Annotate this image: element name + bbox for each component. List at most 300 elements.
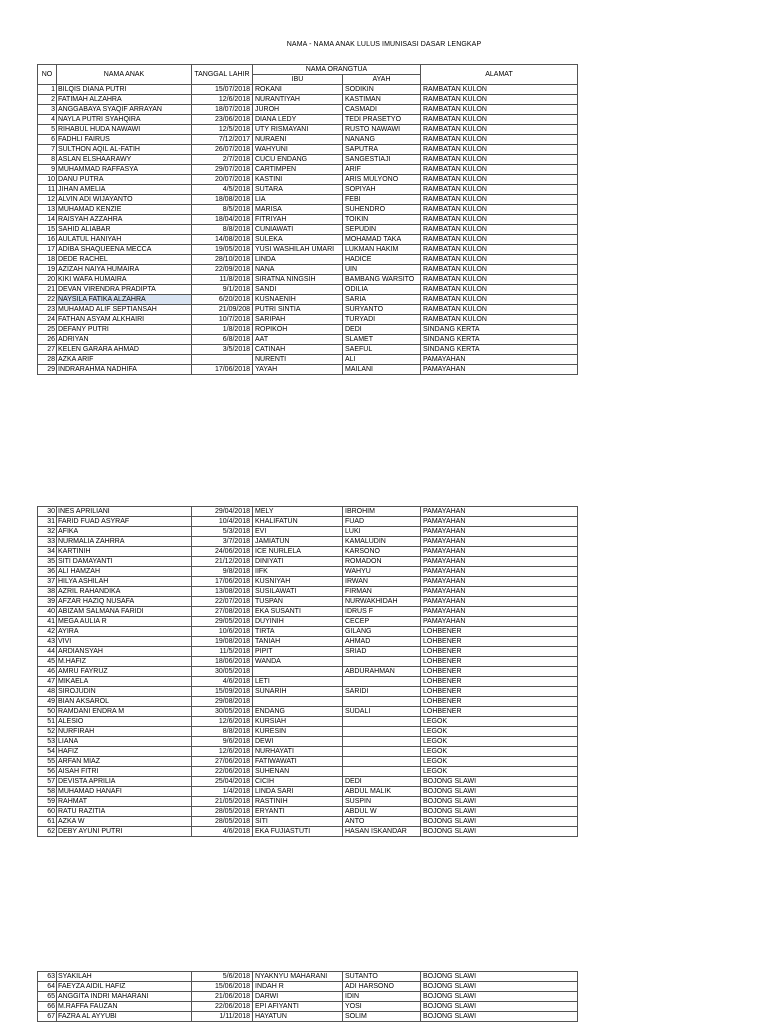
father-name-cell [343, 737, 421, 747]
father-name-cell [343, 767, 421, 777]
header-tanggal-lahir: TANGGAL LAHIR [192, 65, 253, 85]
birth-date-cell: 19/08/2018 [192, 637, 253, 647]
child-name-cell: LIANA [57, 737, 192, 747]
birth-date-cell: 15/09/2018 [192, 687, 253, 697]
father-name-cell [343, 697, 421, 707]
mother-name-cell: JAMIATUN [253, 537, 343, 547]
father-name-cell: CASMADI [343, 105, 421, 115]
birth-date-cell: 8/8/2018 [192, 727, 253, 737]
table-row [38, 275, 578, 285]
header-alamat: ALAMAT [421, 65, 578, 85]
birth-date-cell: 13/08/2018 [192, 587, 253, 597]
father-name-cell [343, 757, 421, 767]
father-name-cell [343, 677, 421, 687]
child-name-cell: AZKA ARIF [57, 355, 192, 365]
father-name-cell: HADICE [343, 255, 421, 265]
mother-name-cell: NURHAYATI [253, 747, 343, 757]
birth-date-cell: 1/8/2018 [192, 325, 253, 335]
row-number-cell: 23 [38, 305, 57, 315]
table-row [38, 972, 578, 982]
header-no: NO [38, 65, 57, 85]
mother-name-cell: FATIWAWATI [253, 757, 343, 767]
birth-date-cell: 9/8/2018 [192, 567, 253, 577]
child-name-cell: FADHLI FAIRUS [57, 135, 192, 145]
birth-date-cell: 22/09/2018 [192, 265, 253, 275]
mother-name-cell: EVI [253, 527, 343, 537]
birth-date-cell: 30/05/2018 [192, 707, 253, 717]
address-cell: PAMAYAHAN [421, 527, 578, 537]
address-cell: LEGOK [421, 767, 578, 777]
child-name-cell: FAEYZA AIDIL HAFIZ [57, 982, 192, 992]
birth-date-cell: 11/8/2018 [192, 275, 253, 285]
father-name-cell: SURYANTO [343, 305, 421, 315]
mother-name-cell: INDAH R [253, 982, 343, 992]
birth-date-cell: 12/6/2018 [192, 747, 253, 757]
address-cell: RAMBATAN KULON [421, 275, 578, 285]
mother-name-cell: SULEKA [253, 235, 343, 245]
table-row [38, 95, 578, 105]
father-name-cell: SUHENDRO [343, 205, 421, 215]
father-name-cell: KARSONO [343, 547, 421, 557]
birth-date-cell: 14/08/2018 [192, 235, 253, 245]
birth-date-cell: 28/05/2018 [192, 807, 253, 817]
address-cell: LEGOK [421, 747, 578, 757]
address-cell: RAMBATAN KULON [421, 315, 578, 325]
birth-date-cell: 30/05/2018 [192, 667, 253, 677]
row-number-cell: 8 [38, 155, 57, 165]
row-number-cell: 4 [38, 115, 57, 125]
address-cell: RAMBATAN KULON [421, 215, 578, 225]
child-name-cell: AMRU FAYRUZ [57, 667, 192, 677]
address-cell: PAMAYAHAN [421, 587, 578, 597]
child-name-cell: HILYA ASHILAH [57, 577, 192, 587]
table-row [38, 717, 578, 727]
mother-name-cell: SIRATNA NINGSIH [253, 275, 343, 285]
address-cell: BOJONG SLAWI [421, 1012, 578, 1022]
birth-date-cell: 5/6/2018 [192, 972, 253, 982]
table-row [38, 567, 578, 577]
row-number-cell: 22 [38, 295, 57, 305]
row-number-cell: 18 [38, 255, 57, 265]
table-row [38, 1002, 578, 1012]
birth-date-cell: 23/06/2018 [192, 115, 253, 125]
father-name-cell: ALI [343, 355, 421, 365]
mother-name-cell: NURAENI [253, 135, 343, 145]
table-row [38, 255, 578, 265]
birth-date-cell: 21/12/2018 [192, 557, 253, 567]
row-number-cell: 28 [38, 355, 57, 365]
child-name-cell: MUHAMMAD RAFFASYA [57, 165, 192, 175]
father-name-cell: KAMALUDIN [343, 537, 421, 547]
table-row [38, 607, 578, 617]
father-name-cell: RUSTO NAWAWI [343, 125, 421, 135]
address-cell: SINDANG KERTA [421, 335, 578, 345]
mother-name-cell: WANDA [253, 657, 343, 667]
child-name-cell: SAHID ALIABAR [57, 225, 192, 235]
address-cell: LOHBENER [421, 657, 578, 667]
child-name-cell: NURFIRAH [57, 727, 192, 737]
child-name-cell: HAFIZ [57, 747, 192, 757]
mother-name-cell: JUROH [253, 105, 343, 115]
birth-date-cell: 21/09/208 [192, 305, 253, 315]
birth-date-cell: 18/08/2018 [192, 195, 253, 205]
row-number-cell: 53 [38, 737, 57, 747]
address-cell: RAMBATAN KULON [421, 185, 578, 195]
child-name-cell: DANU PUTRA [57, 175, 192, 185]
father-name-cell: SANGESTIAJI [343, 155, 421, 165]
mother-name-cell: NYAKNYU MAHARANI [253, 972, 343, 982]
table-row [38, 727, 578, 737]
child-name-cell: ALI HAMZAH [57, 567, 192, 577]
father-name-cell: DEDI [343, 777, 421, 787]
birth-date-cell: 18/07/2018 [192, 105, 253, 115]
child-name-cell: ARDIANSYAH [57, 647, 192, 657]
father-name-cell: HASAN ISKANDAR [343, 827, 421, 837]
mother-name-cell: CUNIAWATI [253, 225, 343, 235]
father-name-cell: AHMAD [343, 637, 421, 647]
mother-name-cell: KURSIAH [253, 717, 343, 727]
father-name-cell: MOHAMAD TAKA [343, 235, 421, 245]
row-number-cell: 25 [38, 325, 57, 335]
father-name-cell: KASTIMAN [343, 95, 421, 105]
child-name-cell: RAISYAH AZZAHRA [57, 215, 192, 225]
father-name-cell: IBROHIM [343, 507, 421, 517]
mother-name-cell: KURESIN [253, 727, 343, 737]
father-name-cell [343, 747, 421, 757]
table-row [38, 155, 578, 165]
address-cell: BOJONG SLAWI [421, 817, 578, 827]
birth-date-cell: 21/05/2018 [192, 797, 253, 807]
father-name-cell: SARIDI [343, 687, 421, 697]
father-name-cell: NANANG [343, 135, 421, 145]
father-name-cell: ADI HARSONO [343, 982, 421, 992]
child-name-cell: DEVAN VIRENDRA PRADIPTA [57, 285, 192, 295]
birth-date-cell: 26/07/2018 [192, 145, 253, 155]
mother-name-cell: IIFK [253, 567, 343, 577]
father-name-cell: SRIAD [343, 647, 421, 657]
mother-name-cell: LIA [253, 195, 343, 205]
address-cell: LEGOK [421, 727, 578, 737]
child-name-cell: RIHABUL HUDA NAWAWI [57, 125, 192, 135]
birth-date-cell [192, 355, 253, 365]
mother-name-cell: EPI AFIYANTI [253, 1002, 343, 1012]
row-number-cell: 59 [38, 797, 57, 807]
mother-name-cell: ICE NURLELA [253, 547, 343, 557]
birth-date-cell: 24/06/2018 [192, 547, 253, 557]
address-cell: SINDANG KERTA [421, 345, 578, 355]
immunization-table-part-1 [37, 64, 578, 375]
child-name-cell: RAHMAT [57, 797, 192, 807]
table-row [38, 115, 578, 125]
address-cell: LOHBENER [421, 707, 578, 717]
row-number-cell: 27 [38, 345, 57, 355]
father-name-cell: NURWAKHIDAH [343, 597, 421, 607]
mother-name-cell: SANDI [253, 285, 343, 295]
mother-name-cell: PIPIT [253, 647, 343, 657]
table-row [38, 365, 578, 375]
address-cell: BOJONG SLAWI [421, 1002, 578, 1012]
row-number-cell: 52 [38, 727, 57, 737]
birth-date-cell: 18/06/2018 [192, 657, 253, 667]
row-number-cell: 10 [38, 175, 57, 185]
table-row [38, 547, 578, 557]
address-cell: RAMBATAN KULON [421, 285, 578, 295]
mother-name-cell: KHALIFATUN [253, 517, 343, 527]
mother-name-cell: NANA [253, 265, 343, 275]
row-number-cell: 38 [38, 587, 57, 597]
address-cell: RAMBATAN KULON [421, 85, 578, 95]
birth-date-cell: 3/5/2018 [192, 345, 253, 355]
row-number-cell: 30 [38, 507, 57, 517]
father-name-cell: SLAMET [343, 335, 421, 345]
address-cell: RAMBATAN KULON [421, 205, 578, 215]
immunization-table-part-2 [37, 506, 578, 837]
table-row [38, 647, 578, 657]
child-name-cell: AZIZAH NAIYA HUMAIRA [57, 265, 192, 275]
mother-name-cell: SUTARA [253, 185, 343, 195]
child-name-cell: SYAKILAH [57, 972, 192, 982]
table-row [38, 335, 578, 345]
father-name-cell: SAPUTRA [343, 145, 421, 155]
address-cell: RAMBATAN KULON [421, 115, 578, 125]
row-number-cell: 41 [38, 617, 57, 627]
child-name-cell: SITI DAMAYANTI [57, 557, 192, 567]
birth-date-cell: 29/08/2018 [192, 697, 253, 707]
address-cell: PAMAYAHAN [421, 507, 578, 517]
child-name-cell: KARTINIH [57, 547, 192, 557]
father-name-cell: MAILANI [343, 365, 421, 375]
birth-date-cell: 12/5/2018 [192, 125, 253, 135]
child-name-cell: RATU RAZITIA [57, 807, 192, 817]
row-number-cell: 50 [38, 707, 57, 717]
father-name-cell: YOSI [343, 1002, 421, 1012]
mother-name-cell: KUSNIYAH [253, 577, 343, 587]
child-name-cell: RAMDANI ENDRA M [57, 707, 192, 717]
address-cell: RAMBATAN KULON [421, 235, 578, 245]
mother-name-cell: CATINAH [253, 345, 343, 355]
table-row [38, 737, 578, 747]
address-cell: RAMBATAN KULON [421, 155, 578, 165]
address-cell: LOHBENER [421, 647, 578, 657]
mother-name-cell: TANIAH [253, 637, 343, 647]
birth-date-cell: 29/04/2018 [192, 507, 253, 517]
mother-name-cell: SITI [253, 817, 343, 827]
father-name-cell: SUDALI [343, 707, 421, 717]
child-name-cell: NURMALIA ZAHRRA [57, 537, 192, 547]
table-row [38, 527, 578, 537]
birth-date-cell: 12/6/2018 [192, 717, 253, 727]
table-row [38, 175, 578, 185]
table-row [38, 345, 578, 355]
father-name-cell: ABDUL MALIK [343, 787, 421, 797]
birth-date-cell: 5/3/2018 [192, 527, 253, 537]
mother-name-cell: RASTINIH [253, 797, 343, 807]
row-number-cell: 31 [38, 517, 57, 527]
birth-date-cell: 6/20/2018 [192, 295, 253, 305]
father-name-cell: SOLIM [343, 1012, 421, 1022]
address-cell: PAMAYAHAN [421, 547, 578, 557]
row-number-cell: 56 [38, 767, 57, 777]
address-cell: RAMBATAN KULON [421, 95, 578, 105]
row-number-cell: 45 [38, 657, 57, 667]
table-row [38, 265, 578, 275]
table-row [38, 315, 578, 325]
address-cell: BOJONG SLAWI [421, 827, 578, 837]
address-cell: PAMAYAHAN [421, 355, 578, 365]
father-name-cell: ABDURAHMAN [343, 667, 421, 677]
address-cell: RAMBATAN KULON [421, 265, 578, 275]
birth-date-cell: 4/6/2018 [192, 677, 253, 687]
child-name-cell: ADRIYAN [57, 335, 192, 345]
child-name-cell: ASLAN ELSHAARAWY [57, 155, 192, 165]
table-row [38, 747, 578, 757]
address-cell: LOHBENER [421, 677, 578, 687]
table-row [38, 355, 578, 365]
father-name-cell: FEBI [343, 195, 421, 205]
child-name-cell: FAZRA AL AYYUBI [57, 1012, 192, 1022]
row-number-cell: 21 [38, 285, 57, 295]
mother-name-cell: WAHYUNI [253, 145, 343, 155]
table-row [38, 135, 578, 145]
table-row [38, 777, 578, 787]
mother-name-cell: EKA SUSANTI [253, 607, 343, 617]
header-nama-anak: NAMA ANAK [57, 65, 192, 85]
address-cell: RAMBATAN KULON [421, 135, 578, 145]
birth-date-cell: 19/05/2018 [192, 245, 253, 255]
mother-name-cell: SUSILAWATI [253, 587, 343, 597]
birth-date-cell: 9/6/2018 [192, 737, 253, 747]
father-name-cell: SOPIYAH [343, 185, 421, 195]
birth-date-cell: 11/5/2018 [192, 647, 253, 657]
row-number-cell: 29 [38, 365, 57, 375]
birth-date-cell: 4/5/2018 [192, 185, 253, 195]
father-name-cell: UIN [343, 265, 421, 275]
table-row [38, 817, 578, 827]
birth-date-cell: 4/6/2018 [192, 827, 253, 837]
address-cell: RAMBATAN KULON [421, 145, 578, 155]
address-cell: RAMBATAN KULON [421, 255, 578, 265]
table-row [38, 507, 578, 517]
birth-date-cell: 18/04/2018 [192, 215, 253, 225]
table-row [38, 195, 578, 205]
mother-name-cell: TIRTA [253, 627, 343, 637]
birth-date-cell: 17/06/2018 [192, 577, 253, 587]
table-row [38, 205, 578, 215]
father-name-cell: FUAD [343, 517, 421, 527]
row-number-cell: 61 [38, 817, 57, 827]
table-row [38, 697, 578, 707]
mother-name-cell: KASTINI [253, 175, 343, 185]
mother-name-cell: TUSPAN [253, 597, 343, 607]
table-row [38, 807, 578, 817]
table-row [38, 537, 578, 547]
father-name-cell: IDRUS F [343, 607, 421, 617]
birth-date-cell: 15/06/2018 [192, 982, 253, 992]
mother-name-cell: DUYINIH [253, 617, 343, 627]
father-name-cell: WAHYU [343, 567, 421, 577]
birth-date-cell: 28/10/2018 [192, 255, 253, 265]
birth-date-cell: 22/06/2018 [192, 767, 253, 777]
address-cell: LOHBENER [421, 627, 578, 637]
table-row [38, 617, 578, 627]
row-number-cell: 5 [38, 125, 57, 135]
mother-name-cell: SUHENAN [253, 767, 343, 777]
father-name-cell: IDIN [343, 992, 421, 1002]
address-cell: BOJONG SLAWI [421, 797, 578, 807]
address-cell: BOJONG SLAWI [421, 982, 578, 992]
mother-name-cell: DARWI [253, 992, 343, 1002]
row-number-cell: 42 [38, 627, 57, 637]
row-number-cell: 7 [38, 145, 57, 155]
mother-name-cell: DIANA LEDY [253, 115, 343, 125]
row-number-cell: 35 [38, 557, 57, 567]
address-cell: RAMBATAN KULON [421, 125, 578, 135]
child-name-cell: FATHAN ASYAM ALKHAIRI [57, 315, 192, 325]
table-row [38, 105, 578, 115]
child-name-cell: NAYSILA FATIKA ALZAHRA [57, 295, 192, 305]
row-number-cell: 44 [38, 647, 57, 657]
table-row [38, 1012, 578, 1022]
address-cell: RAMBATAN KULON [421, 245, 578, 255]
mother-name-cell: SARIPAH [253, 315, 343, 325]
mother-name-cell: KUSNAENIH [253, 295, 343, 305]
address-cell: RAMBATAN KULON [421, 105, 578, 115]
child-name-cell: DEBY AYUNI PUTRI [57, 827, 192, 837]
address-cell: RAMBATAN KULON [421, 195, 578, 205]
row-number-cell: 6 [38, 135, 57, 145]
table-row [38, 225, 578, 235]
header-nama-orangtua: NAMA ORANGTUA [253, 65, 421, 75]
table-row [38, 767, 578, 777]
row-number-cell: 60 [38, 807, 57, 817]
address-cell: PAMAYAHAN [421, 537, 578, 547]
child-name-cell: AZRIL RAHANDIKA [57, 587, 192, 597]
table-row [38, 557, 578, 567]
mother-name-cell: NURENTI [253, 355, 343, 365]
table-row [38, 667, 578, 677]
birth-date-cell: 10/7/2018 [192, 315, 253, 325]
child-name-cell: MUHAMAD KENZIE [57, 205, 192, 215]
table-row [38, 165, 578, 175]
address-cell: PAMAYAHAN [421, 577, 578, 587]
child-name-cell: INDRARAHMA NADHIFA [57, 365, 192, 375]
table-row [38, 295, 578, 305]
row-number-cell: 57 [38, 777, 57, 787]
table-row [38, 587, 578, 597]
row-number-cell: 63 [38, 972, 57, 982]
father-name-cell [343, 727, 421, 737]
birth-date-cell: 15/07/2018 [192, 85, 253, 95]
table-row [38, 687, 578, 697]
row-number-cell: 64 [38, 982, 57, 992]
row-number-cell: 32 [38, 527, 57, 537]
child-name-cell: FARID FUAD ASYRAF [57, 517, 192, 527]
address-cell: RAMBATAN KULON [421, 175, 578, 185]
address-cell: PAMAYAHAN [421, 607, 578, 617]
father-name-cell: CECEP [343, 617, 421, 627]
mother-name-cell: ERYANTI [253, 807, 343, 817]
table-row [38, 577, 578, 587]
child-name-cell: ADIBA SHAQUEENA MECCA [57, 245, 192, 255]
father-name-cell: SARIA [343, 295, 421, 305]
row-number-cell: 33 [38, 537, 57, 547]
address-cell: PAMAYAHAN [421, 517, 578, 527]
row-number-cell: 34 [38, 547, 57, 557]
mother-name-cell: ROKANI [253, 85, 343, 95]
table-row [38, 757, 578, 767]
mother-name-cell: DEWI [253, 737, 343, 747]
mother-name-cell: LETI [253, 677, 343, 687]
